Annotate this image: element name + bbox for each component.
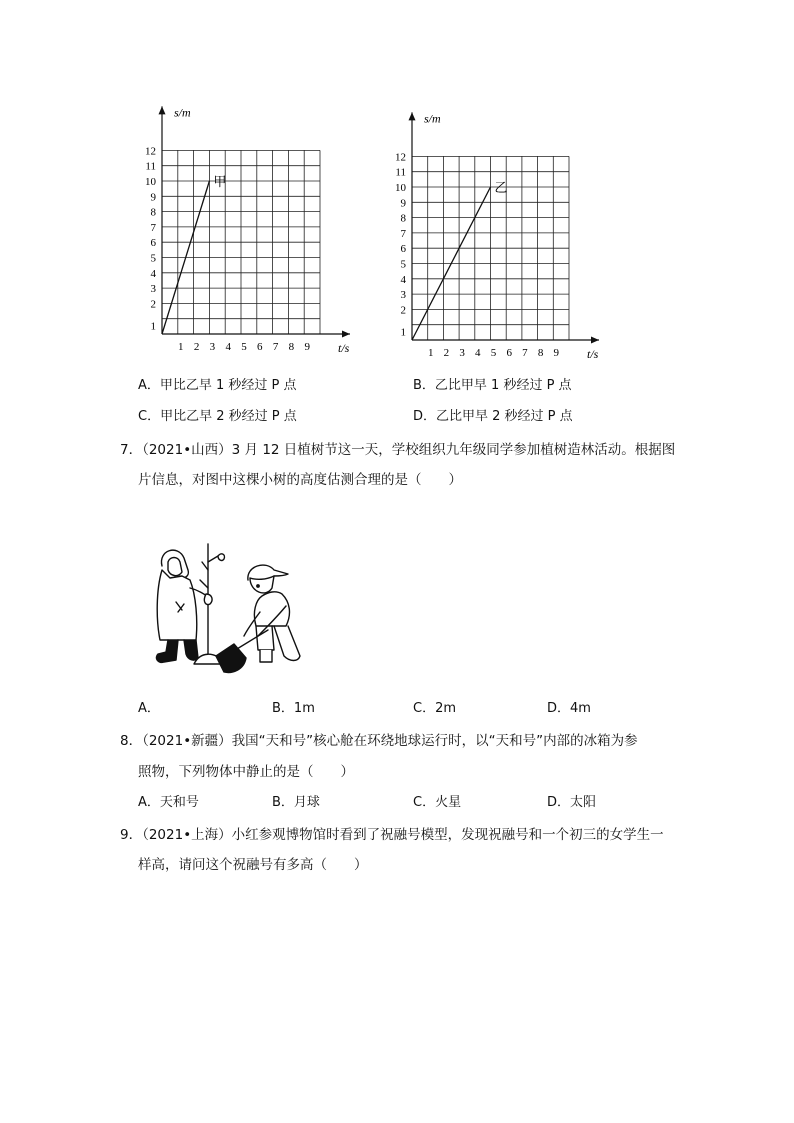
x-tick-label: 4 [475,347,481,359]
x-tick-label: 2 [443,347,450,359]
x-tick-label: 3 [209,341,216,353]
x-tick-label: 9 [553,347,560,359]
x-tick-label: 7 [272,341,279,353]
q9-stem-line1: 9．（2021•上海）小红参观博物馆时看到了祝融号模型，发现祝融号和一个初三的女学生一 [120,827,664,843]
x-axis-label: t/s [587,347,599,361]
y-tick-label: 3 [400,289,406,302]
q6-option-c: C．甲比乙早 2 秒经过 P 点 [138,409,297,424]
x-tick-label: 4 [225,341,231,353]
series-label: 甲 [213,174,227,189]
chart-jia [130,98,360,360]
y-tick-label: 4 [400,273,406,286]
y-axis-arrow [159,106,166,114]
y-tick-label: 6 [400,243,406,256]
q8-stem-line1: 8．（2021•新疆）我国“天和号”核心舱在环绕地球运行时，以“天和号”内部的冰箱为参 [120,733,638,749]
y-tick-label: 12 [395,151,406,164]
y-tick-label: 1 [400,326,406,339]
q6-option-b: B．乙比甲早 1 秒经过 P 点 [413,378,572,393]
q8-option-c: C．火星 [413,795,462,810]
y-tick-label: 6 [150,237,156,250]
x-tick-label: 1 [178,341,184,353]
y-tick-label: 12 [145,145,156,158]
x-tick-label: 6 [257,341,263,353]
x-tick-label: 9 [304,341,310,353]
q9-stem-line2: 样高，请问这个祝融号有多高（ ） [138,857,368,873]
y-tick-label: 7 [150,221,156,234]
y-axis-arrow [409,112,416,120]
y-tick-label: 9 [150,191,156,204]
y-tick-label: 10 [395,182,406,194]
x-axis-arrow [342,331,350,338]
x-tick-label: 2 [193,341,200,353]
q8-stem-line2: 照物，下列物体中静止的是（ ） [138,764,354,780]
x-tick-label: 5 [241,341,247,353]
y-tick-label: 11 [395,166,406,179]
q8-option-a: A．天和号 [138,795,199,810]
y-axis-label: s/m [424,111,441,126]
y-tick-label: 3 [150,283,156,296]
x-tick-label: 3 [459,347,465,359]
chart-yi [380,108,610,364]
y-tick-label: 11 [145,160,156,173]
y-tick-label: 10 [145,176,156,188]
y-tick-label: 7 [400,227,406,240]
x-tick-label: 7 [522,347,528,359]
q7-stem-line2: 片信息，对图中这棵小树的高度估测合理的是（ ） [138,472,462,488]
q8-option-b: B．月球 [272,795,320,810]
series-label: 乙 [494,180,508,195]
q7-stem-line1: 7．（2021•山西）3 月 12 日植树节这一天，学校组织九年级同学参加植树造林活动。根据图 [120,442,676,458]
q6-option-d: D．乙比甲早 2 秒经过 P 点 [413,409,573,424]
x-tick-label: 8 [537,347,544,359]
x-axis-arrow [591,337,599,344]
y-tick-label: 2 [150,298,156,311]
x-tick-label: 5 [490,347,497,359]
y-tick-label: 4 [150,267,156,280]
q6-option-a: A．甲比乙早 1 秒经过 P 点 [138,378,297,393]
q7-option-c: C．2m [413,701,457,716]
x-tick-label: 6 [506,347,512,359]
x-axis-label: t/s [338,341,350,355]
q8-option-d: D．太阳 [547,795,597,810]
y-tick-label: 2 [400,304,406,317]
y-tick-label: 5 [400,258,406,271]
q7-option-d: D．4m [547,701,591,716]
q7-option-b: B．1m [272,701,315,716]
y-tick-label: 9 [400,197,406,210]
x-tick-label: 1 [427,347,434,359]
y-tick-label: 8 [400,212,406,225]
q7-option-a: A． [138,701,160,716]
x-tick-label: 8 [288,341,295,353]
children-planting-tree-illustration [148,540,320,674]
y-axis-label: s/m [174,105,191,120]
y-tick-label: 8 [150,206,156,219]
y-tick-label: 1 [150,320,156,333]
y-tick-label: 5 [150,252,156,265]
